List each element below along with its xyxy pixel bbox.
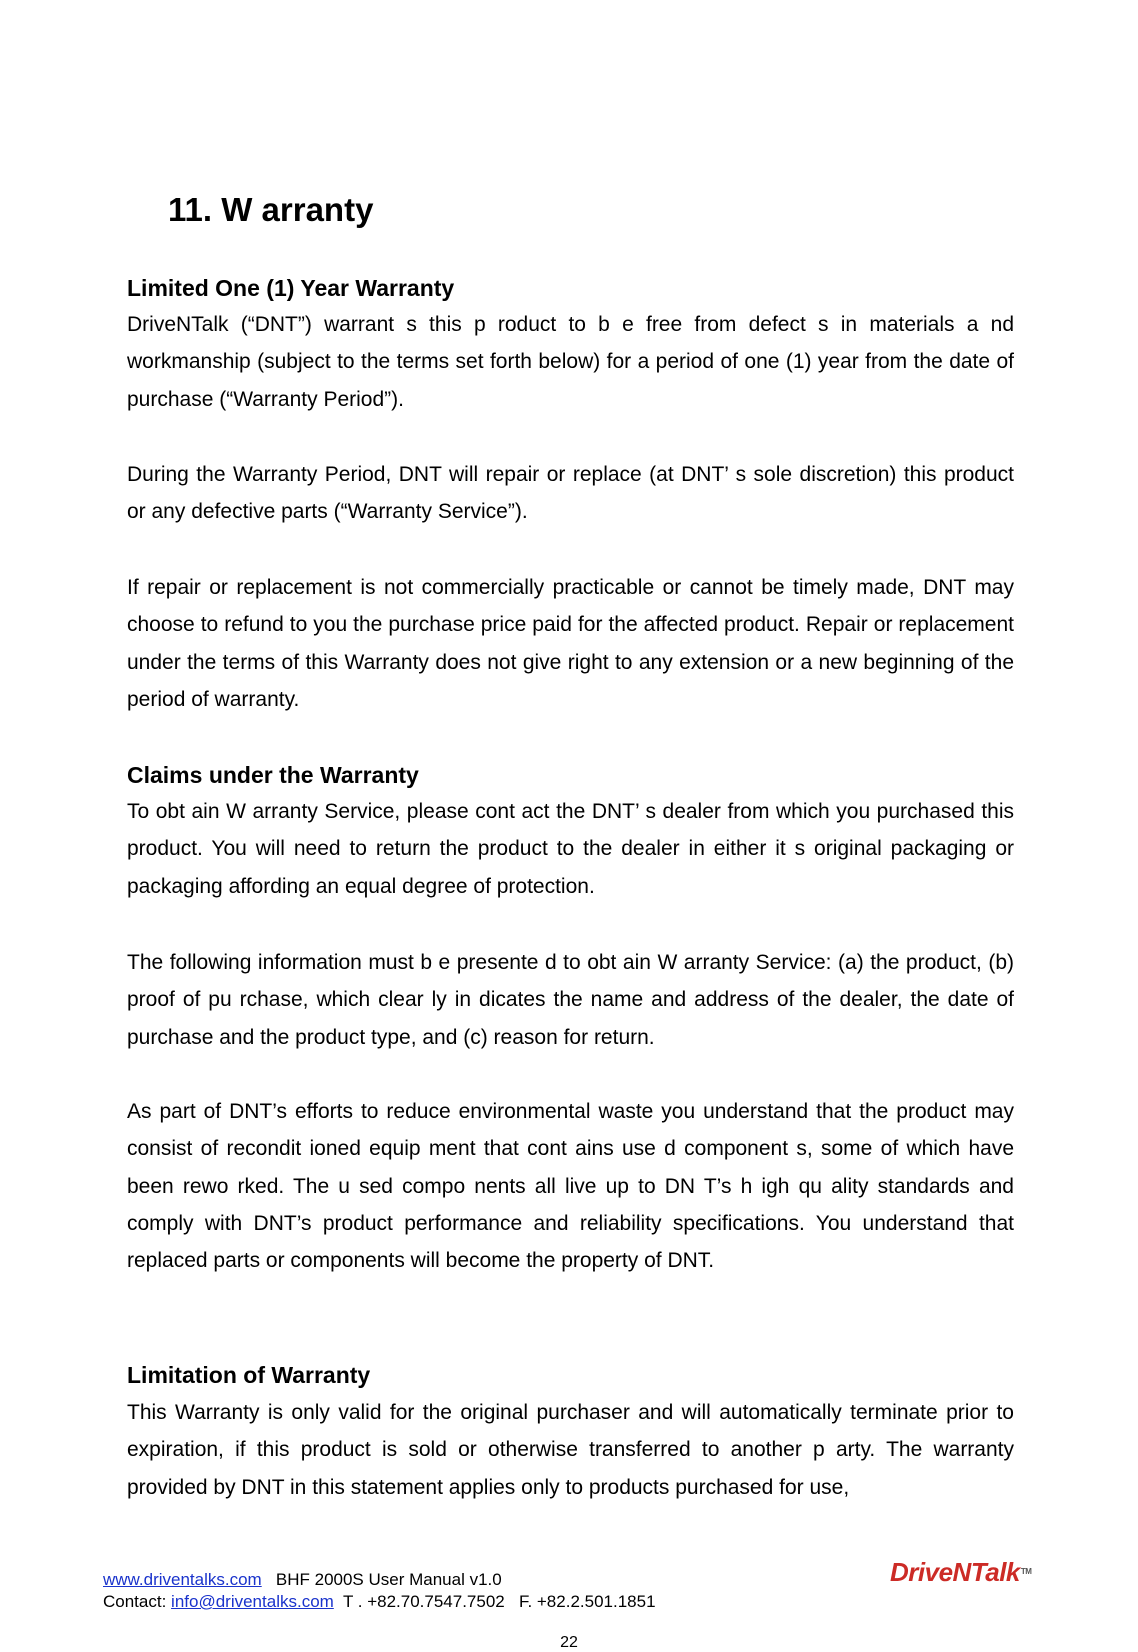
- paragraph: This Warranty is only valid for the original purchaser and will automatically terminate prior to expiration, if this product is sold or otherwise transferred to another p arty. The warranty provided by DNT in this statement applies only to products purchased for use,: [127, 1401, 1014, 1499]
- section-heading-limitation: Limitation of Warranty: [127, 1362, 371, 1388]
- trademark-mark: TM: [1020, 1567, 1032, 1576]
- email-link[interactable]: info@driventalks.com: [171, 1592, 334, 1611]
- contact-label: Contact:: [103, 1592, 167, 1611]
- paragraph: The following information must b e presente d to obt ain W arranty Service: (a) the product, (b) proof of pu rchase, which clear ly in dicates the name and address of the dealer, the date of purchase and the product type, and (c) reason for return.: [127, 951, 1014, 1049]
- phone-number: T . +82.70.7547.7502: [342, 1592, 505, 1611]
- footer-line-2: [103, 1591, 656, 1612]
- footer-line-1: [103, 1569, 502, 1590]
- logo-text: DriveNTalk: [890, 1557, 1020, 1587]
- fax-number: F. +82.2.501.1851: [518, 1592, 656, 1611]
- paragraph: As part of DNT’s efforts to reduce environmental waste you understand that the product may consist of recondit ioned equip ment that cont ains use d component s, some of which have been rewo rked. The u sed compo nents all live up to DN T’s h igh qu ality standards and comply with DNT’s product performance and reliability specifications. You understand that replaced parts or components will become the property of DNT.: [127, 1100, 1014, 1273]
- paragraph: If repair or replacement is not commercially practicable or cannot be timely made, DNT may choose to refund to you the purchase price paid for the affected product. Repair or replacement under the terms of this Warranty does not give right to any extension or a new beginning of the period of warranty.: [127, 576, 1014, 711]
- section-heading-claims: Claims under the Warranty: [127, 762, 419, 788]
- paragraph: DriveNTalk (“DNT”) warrant s this p roduct to b e free from defect s in materials a nd workmanship (subject to the terms set forth below) for a period of one (1) year from the date of purchase (“Warranty Period”).: [127, 313, 1014, 411]
- driventalk-logo: [890, 1557, 1031, 1587]
- paragraph: During the Warranty Period, DNT will repair or replace (at DNT’ s sole discretion) this product or any defective parts (“Warranty Service”).: [127, 463, 1014, 524]
- paragraph: To obt ain W arranty Service, please cont act the DNT’ s dealer from which you purchased this product. You will need to return the product to the dealer in either it s original packaging or packaging affording an equal degree of protection.: [127, 800, 1014, 898]
- manual-title: BHF 2000S User Manual v1.0: [275, 1570, 502, 1589]
- website-link[interactable]: www.driventalks.com: [103, 1570, 262, 1589]
- page-number: 22: [560, 1634, 578, 1651]
- page-title: 11. W arranty: [168, 191, 374, 228]
- section-heading-limited-warranty: Limited One (1) Year Warranty: [127, 275, 455, 301]
